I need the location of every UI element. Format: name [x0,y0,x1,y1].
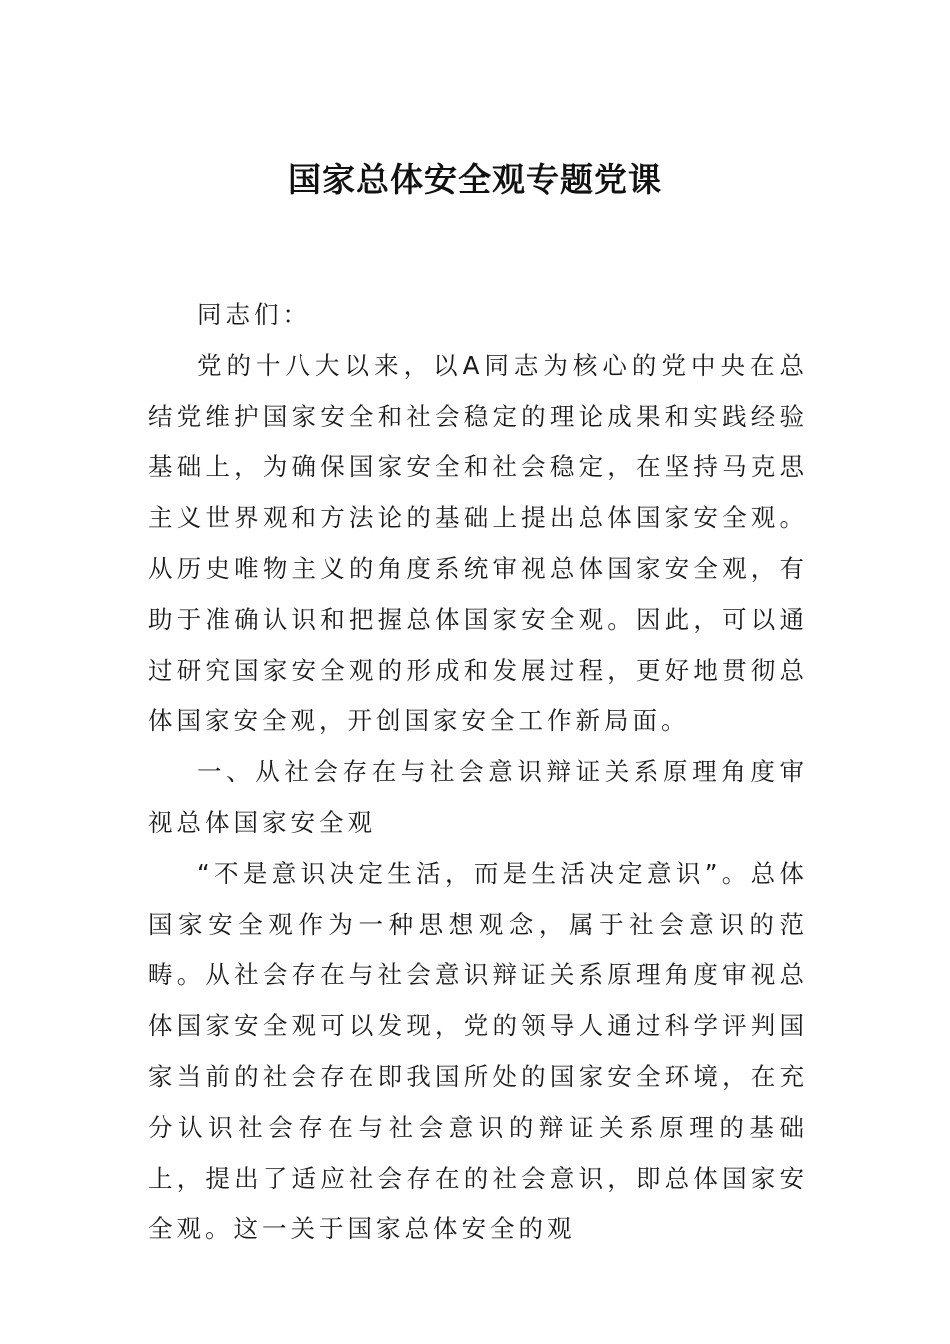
paragraph-intro: 党的十八大以来，以A同志为核心的党中央在总结党维护国家安全和社会稳定的理论成果和实践经验基础上，为确保国家安全和社会稳定，在坚持马克思主义世界观和方法论的基础上提出总体国家安全观。从历史唯物主义的角度系统审视总体国家安全观，有助于准确认识和把握总体国家安全观。因此，可以通过研究国家安全观的形成和发展过程，更好地贯彻总体国家安全观，开创国家安全工作新局面。 [148,350,808,736]
document-title: 国家总体安全观专题党课 [288,160,662,199]
section-heading-1: 一、从社会存在与社会意识辩证关系原理角度审视总体国家安全观 [148,757,808,837]
document-body [148,290,808,1255]
paragraph-section-1: “不是意识决定生活，而是生活决定意识”。总体国家安全观作为一种思想观念，属于社会意识的范畴。从社会存在与社会意识辩证关系原理角度审视总体国家安全观可以发现，党的领导人通过科学评判国家当前的社会存在即我国所处的国家安全环境，在充分认识社会存在与社会意识的辩证关系原理的基础上，提出了适应社会存在的社会意识，即总体国家安全观。这一关于国家总体安全的观 [148,858,808,1244]
salutation: 同志们： [197,300,311,329]
